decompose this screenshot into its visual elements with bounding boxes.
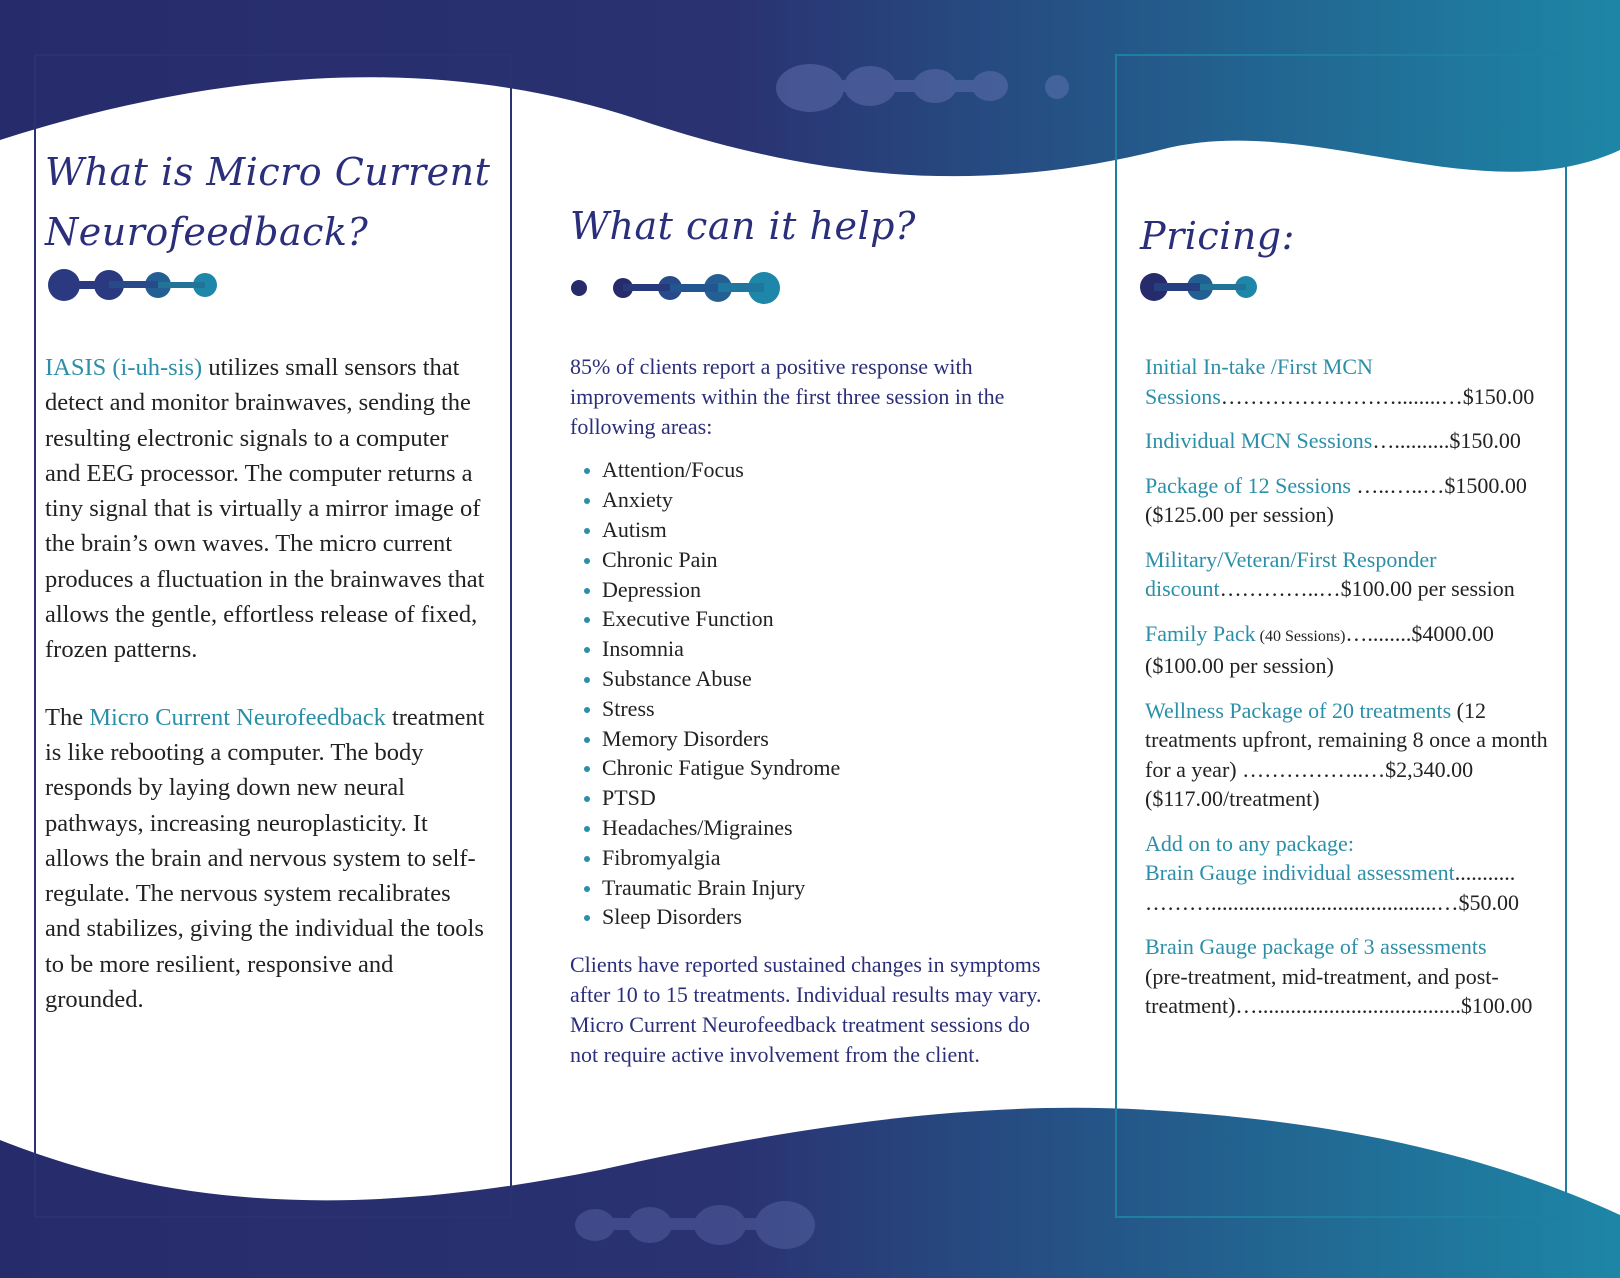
list-item: Insomnia [584, 634, 1050, 664]
price-leader: ….......... [1372, 428, 1450, 453]
price-description: (pre-treatment, mid-treatment, and post-treatment) [1145, 963, 1499, 1018]
left-paragraph-1 [45, 350, 485, 668]
list-item: Depression [584, 575, 1050, 605]
price-item-brain-gauge-package [1145, 932, 1565, 1021]
price-label: Wellness Package of 20 treatments [1145, 697, 1452, 723]
price-item-brain-gauge [1145, 829, 1565, 918]
price-label: Add on to any package: [1145, 830, 1354, 856]
middle-body [570, 352, 1050, 1069]
price-sublabel: (40 Sessions) [1255, 627, 1346, 645]
price-label: Brain Gauge individual assessment [1145, 860, 1455, 885]
price-item-package-12 [1145, 471, 1565, 530]
left-heading-line1: What is Micro Current [45, 150, 491, 194]
left-body [45, 350, 485, 1049]
left-heading [45, 142, 490, 262]
price-leader: …………..… [1219, 576, 1341, 601]
left-p1-text: utilizes small sensors that detect and monitor brainwaves, sending the resulting electronic signals to a computer and EEG processor. The computer returns a tiny signal that is virtually a mirror image of the brain’s own waves. The micro current produces a fluctuation in the brainwaves that allows the gentle, effortless release of fixed, frozen patterns. [45, 354, 485, 664]
list-item: Traumatic Brain Injury [584, 873, 1050, 903]
middle-intro: 85% of clients report a positive response with improvements within the first three session in the following areas: [570, 354, 1005, 439]
price-item-military [1145, 545, 1565, 604]
dots-divider-icon [568, 270, 788, 306]
list-item: Substance Abuse [584, 664, 1050, 694]
price-leader: …..................................... [1235, 993, 1461, 1018]
conditions-list [584, 455, 1050, 932]
left-p2-text: treatment is like rebooting a computer. The body responds by laying down new neural pathways, increasing neuroplasticity. It allows the brain and nervous system to self-regulate. The nervous system recalibrates and stabilizes, giving the individual the tools to be more resilient, responsive and grounded. [45, 703, 485, 1014]
price-leader: …..…..… [1350, 472, 1445, 498]
price-value: $150.00 [1462, 383, 1535, 409]
list-item: Headaches/Migraines [584, 813, 1050, 843]
mcn-highlight: Micro Current Neurofeedback [89, 703, 386, 731]
price-value: $100.00 per session [1340, 576, 1515, 601]
price-value: $50.00 [1458, 889, 1519, 915]
price-label: Initial In-take /First MCN Sessions [1145, 354, 1373, 409]
pricing-list [1145, 352, 1565, 1036]
price-item-family [1145, 619, 1565, 681]
list-item: Attention/Focus [584, 455, 1050, 485]
price-value: $2,340.00 [1385, 756, 1474, 782]
price-label: Family Pack [1145, 620, 1256, 646]
left-heading-line2: Neurofeedback? [45, 210, 369, 254]
list-item: Fibromyalgia [584, 843, 1050, 873]
price-item-wellness [1145, 696, 1565, 814]
dots-divider-icon [1138, 270, 1268, 304]
price-leader: ……………..… [1242, 756, 1386, 782]
price-item-intake [1145, 352, 1565, 411]
list-item: Sleep Disorders [584, 902, 1050, 932]
price-item-individual [1145, 426, 1565, 456]
middle-closing: Clients have reported sustained changes in symptoms after 10 to 15 treatments. Individual results may vary. Micro Current Neurofeedback treatment sessions do not require active involvement from the client. [570, 952, 1042, 1067]
price-value: $100.00 [1460, 993, 1533, 1018]
dots-divider-icon [46, 268, 221, 302]
list-item: Executive Function [584, 604, 1050, 634]
price-leader: ........... ……….........................................… [1145, 860, 1516, 915]
price-note: ($125.00 per session) [1145, 502, 1334, 527]
price-note: ($117.00/treatment) [1145, 786, 1320, 811]
price-value: $1500.00 [1444, 472, 1527, 498]
price-leader: …........ [1345, 620, 1412, 646]
list-item: Memory Disorders [584, 724, 1050, 754]
middle-heading: What can it help? [570, 204, 916, 248]
list-item: Stress [584, 694, 1050, 724]
price-value: $150.00 [1449, 428, 1521, 453]
price-description: (12 treatments upfront, remaining 8 once a month for a year) [1145, 697, 1548, 782]
list-item: Chronic Pain [584, 545, 1050, 575]
list-item: Anxiety [584, 485, 1050, 515]
left-paragraph-2 [45, 700, 485, 1018]
price-label: Individual MCN Sessions [1145, 428, 1373, 453]
price-leader: ……………………........… [1220, 383, 1463, 409]
list-item: Autism [584, 515, 1050, 545]
price-note: ($100.00 per session) [1145, 653, 1334, 678]
left-p2-start: The [45, 703, 90, 731]
price-label: Package of 12 Sessions [1145, 472, 1351, 498]
price-label: Military/Veteran/First Responder discount [1145, 546, 1437, 601]
price-label: Brain Gauge package of 3 assessments [1145, 934, 1487, 959]
list-item: PTSD [584, 783, 1050, 813]
pricing-heading: Pricing: [1140, 214, 1295, 258]
iasis-highlight: IASIS (i-uh-sis) [45, 354, 203, 381]
price-value: $4000.00 [1411, 620, 1494, 646]
list-item: Chronic Fatigue Syndrome [584, 753, 1050, 783]
